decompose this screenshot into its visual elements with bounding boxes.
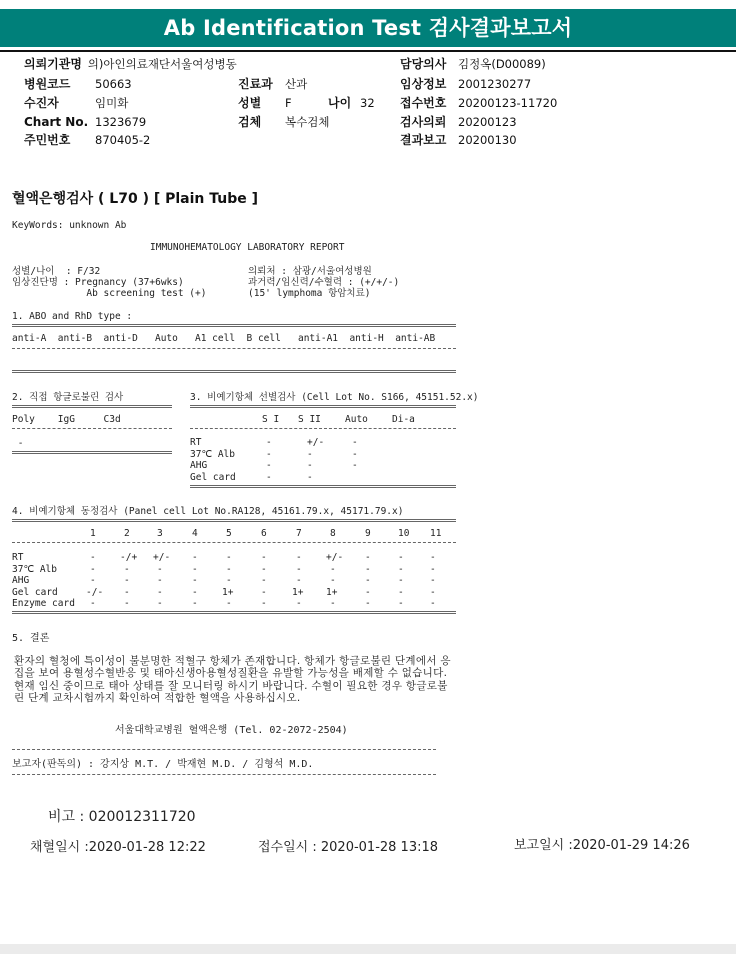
screening-col-header: Auto [345, 414, 368, 425]
panel-cell: - [430, 552, 436, 563]
panel-cell: - [192, 586, 198, 598]
panel-cell: - [226, 598, 232, 609]
history-note-line: (15' lymphoma 항암치료) [248, 288, 371, 299]
panel-cell: - [261, 563, 267, 575]
abo-rule-mid [12, 348, 456, 349]
panel-cell: - [296, 598, 302, 609]
panel-row-label: RT [12, 552, 24, 563]
panel-cell: - [261, 552, 267, 563]
panel-cell: - [226, 552, 232, 563]
diagnosis-line: 임상진단명 : Pregnancy (37+6wks) [12, 277, 184, 288]
abo-rule-top [12, 324, 456, 327]
panel-row-label: AHG [12, 575, 30, 586]
panel-cell: - [398, 563, 404, 575]
panel-cell: - [398, 552, 404, 563]
panel-cell: - [365, 552, 371, 563]
keywords: KeyWords: unknown Ab [12, 220, 127, 231]
screening-col-header: S I [262, 414, 280, 425]
hospital-code-row [24, 76, 70, 92]
panel-col-header: 7 [296, 528, 302, 539]
panel-col-header: 3 [157, 528, 163, 539]
screening-col-header: Di-a [392, 414, 415, 425]
panel-col-header: 1 [90, 528, 96, 539]
screening-cell: - [307, 471, 313, 483]
hospital-code-value: 50663 [95, 77, 132, 91]
panel-cell: 1+ [222, 586, 234, 598]
resident-no-label: 주민번호 [24, 133, 71, 147]
screening-cell: - [266, 448, 272, 460]
test-request-label: 검사의뢰 [400, 115, 447, 129]
panel-cell: - [192, 563, 198, 575]
doctor-label: 담당의사 [400, 57, 447, 71]
panel-cell: - [296, 552, 302, 563]
hospital-code-label: 병원코드 [24, 77, 71, 91]
test-info-label: 임상정보 [400, 77, 447, 91]
panel-cell: - [226, 563, 232, 575]
dat-title: 2. 직접 항글로불린 검사 [12, 392, 124, 403]
requester-line: 의뢰처 : 삼광/서울여성병원 [248, 266, 372, 277]
receipt-datetime: 접수일시 : 2020-01-28 13:18 [258, 840, 439, 855]
panel-cell: 1+ [326, 586, 338, 598]
screening-cell: +/- [307, 437, 325, 448]
specimen-label: 검체 [238, 115, 262, 129]
panel-cell: - [330, 598, 336, 609]
panel-cell: - [261, 598, 267, 609]
panel-cell: - [124, 598, 130, 609]
panel-col-header: 4 [192, 528, 198, 539]
patient-value: 임미화 [95, 96, 129, 110]
panel-cell: - [124, 563, 130, 575]
panel-cell: +/- [326, 552, 344, 563]
screening-cell: - [266, 460, 272, 471]
page-bottom-strip [0, 944, 736, 954]
panel-cell: - [296, 563, 302, 575]
chart-no-row [24, 114, 88, 130]
panel-rule-top [12, 519, 456, 522]
test-request-value: 20200123 [458, 115, 517, 129]
screening-line: Ab screening test (+) [12, 288, 207, 299]
panel-cell: - [261, 575, 267, 586]
panel-cell: - [157, 598, 163, 609]
screening-row-label: AHG [190, 460, 208, 471]
institution-row [24, 56, 237, 72]
screening-row-label: Gel card [190, 471, 236, 483]
result-report-label: 결과보고 [400, 133, 447, 147]
history-line: 과거력/임신력/수혈력 : (+/+/-) [248, 277, 400, 288]
panel-cell: - [90, 598, 96, 609]
panel-title: 4. 비예기항체 동정검사 (Panel cell Lot No.RA128, 45161.79.x, 45171.79.x) [12, 506, 404, 517]
screening-cell: - [352, 448, 358, 460]
receipt-no-value: 20200123-11720 [458, 96, 558, 110]
panel-cell: - [192, 575, 198, 586]
panel-cell: - [398, 586, 404, 598]
collection-datetime: 채혈일시 :2020-01-28 12:22 [30, 840, 206, 855]
screening-cell: - [266, 471, 272, 483]
screening-col-header: S II [298, 414, 321, 425]
panel-cell: - [330, 575, 336, 586]
panel-cell: - [192, 598, 198, 609]
panel-cell: 1+ [292, 586, 304, 598]
panel-col-header: 11 [430, 528, 442, 539]
resident-no-row [24, 132, 70, 148]
panel-cell: - [124, 586, 130, 598]
screening-title: 3. 비예기항체 선별검사 (Cell Lot No. S166, 45151.52.x) [190, 392, 479, 403]
screening-rule-bottom [190, 485, 456, 488]
panel-cell: -/- [86, 586, 104, 598]
sex-label: 성별 [238, 96, 262, 110]
panel-cell: - [157, 563, 163, 575]
test-info-value: 2001230277 [458, 77, 532, 91]
panel-cell: - [430, 586, 436, 598]
panel-cell: - [261, 586, 267, 598]
screening-rule-top [190, 405, 456, 408]
age-label: 나이 [328, 96, 352, 110]
panel-cell: - [157, 575, 163, 586]
panel-col-header: 8 [330, 528, 336, 539]
panel-cell: - [365, 598, 371, 609]
reporter-rule-bottom [12, 774, 436, 775]
panel-col-header: 9 [365, 528, 371, 539]
panel-cell: - [430, 575, 436, 586]
title-divider [0, 50, 736, 52]
institution-value: 의)아인의료재단서울여성병동 [87, 57, 237, 71]
screening-cell: - [307, 460, 313, 471]
panel-col-header: 5 [226, 528, 232, 539]
panel-cell: - [192, 552, 198, 563]
chart-no-label: Chart No. [24, 115, 89, 129]
abo-rule-bottom [12, 370, 456, 373]
panel-cell: - [157, 586, 163, 598]
screening-row-label: RT [190, 437, 202, 448]
dat-header: Poly IgG C3d [12, 414, 121, 425]
panel-cell: +/- [153, 552, 171, 563]
panel-cell: - [330, 563, 336, 575]
conclusion-text: 환자의 혈청에 특이성이 불분명한 적혈구 항체가 존재합니다. 항체가 항글로불린 단계에서 응집을 보여 용혈성수혈반응 및 태아신생아용혈성질환을 유발할 가능성을 배제할 수 없습니다. 현재 임신 중이므로 태아 상태를 잘 모니터링 하시기 바랍니다. 수혈이 필요한 경우 항글로불린 단계 교차시험까지 확인하여 적합한 혈액을 사용하십시오. [14, 655, 451, 705]
panel-row-label: Enzyme card [12, 598, 75, 609]
abo-rhd-title: 1. ABO and RhD type : [12, 311, 133, 322]
department-label: 진료과 [238, 77, 273, 91]
panel-cell: - [90, 552, 96, 563]
screening-cell: - [352, 437, 358, 448]
panel-rule-mid [12, 542, 456, 543]
patient-label: 수진자 [24, 96, 59, 110]
panel-cell: - [430, 563, 436, 575]
panel-row-label: 37℃ Alb [12, 563, 57, 575]
department-value: 산과 [285, 77, 308, 91]
dat-rule-mid [12, 428, 172, 429]
report-title-banner: Ab Identification Test 검사결과보고서 [0, 9, 736, 47]
panel-cell: - [365, 563, 371, 575]
panel-rule-bottom [12, 611, 456, 614]
abo-rhd-header: anti-A anti-B anti-D Auto A1 cell B cell anti-A1 anti-H anti-AB [12, 333, 436, 344]
panel-cell: - [398, 575, 404, 586]
panel-col-header: 10 [398, 528, 410, 539]
remark: 비고 : 020012311720 [48, 809, 196, 825]
screening-cell: - [266, 437, 272, 448]
screening-row-label: 37℃ Alb [190, 448, 235, 460]
sex-age-line: 성별/나이 : F/32 [12, 266, 101, 277]
dat-rule-bottom [12, 451, 172, 454]
blood-bank-line: 서울대학교병원 혈액은행 (Tel. 02-2072-2504) [115, 725, 348, 736]
screening-cell: - [307, 448, 313, 460]
screening-rule-mid [190, 428, 456, 429]
receipt-no-label: 접수번호 [400, 96, 447, 110]
resident-no-value: 870405-2 [95, 133, 151, 147]
institution-label: 의뢰기관명 [24, 57, 82, 71]
sex-value: F [285, 96, 292, 110]
dat-rule-top [12, 405, 172, 408]
panel-cell: - [365, 575, 371, 586]
panel-cell: -/+ [120, 552, 138, 563]
panel-row-label: Gel card [12, 586, 58, 598]
panel-cell: - [296, 575, 302, 586]
lab-report-title: IMMUNOHEMATOLOGY LABORATORY REPORT [150, 242, 345, 253]
result-report-value: 20200130 [458, 133, 517, 147]
patient-row [24, 95, 59, 111]
report-datetime: 보고일시 :2020-01-29 14:26 [514, 838, 690, 853]
specimen-value: 복수검체 [285, 115, 330, 129]
panel-cell: - [226, 575, 232, 586]
section-title: 혈액은행검사 ( L70 ) [ Plain Tube ] [12, 191, 259, 207]
panel-cell: - [430, 598, 436, 609]
panel-cell: - [398, 598, 404, 609]
panel-col-header: 2 [124, 528, 130, 539]
panel-cell: - [124, 575, 130, 586]
panel-cell: - [90, 563, 96, 575]
doctor-value: 김정옥(D00089) [458, 57, 546, 71]
reporter-line: 보고자(판독의) : 강지상 M.T. / 박재현 M.D. / 김형석 M.D. [12, 759, 314, 770]
dat-value: - [12, 438, 24, 449]
chart-no-value: 1323679 [95, 115, 147, 129]
panel-cell: - [90, 575, 96, 586]
screening-cell: - [352, 460, 358, 471]
panel-cell: - [365, 586, 371, 598]
reporter-rule-top [12, 749, 436, 750]
panel-col-header: 6 [261, 528, 267, 539]
age-value: 32 [360, 96, 375, 110]
conclusion-title: 5. 결론 [12, 633, 50, 644]
